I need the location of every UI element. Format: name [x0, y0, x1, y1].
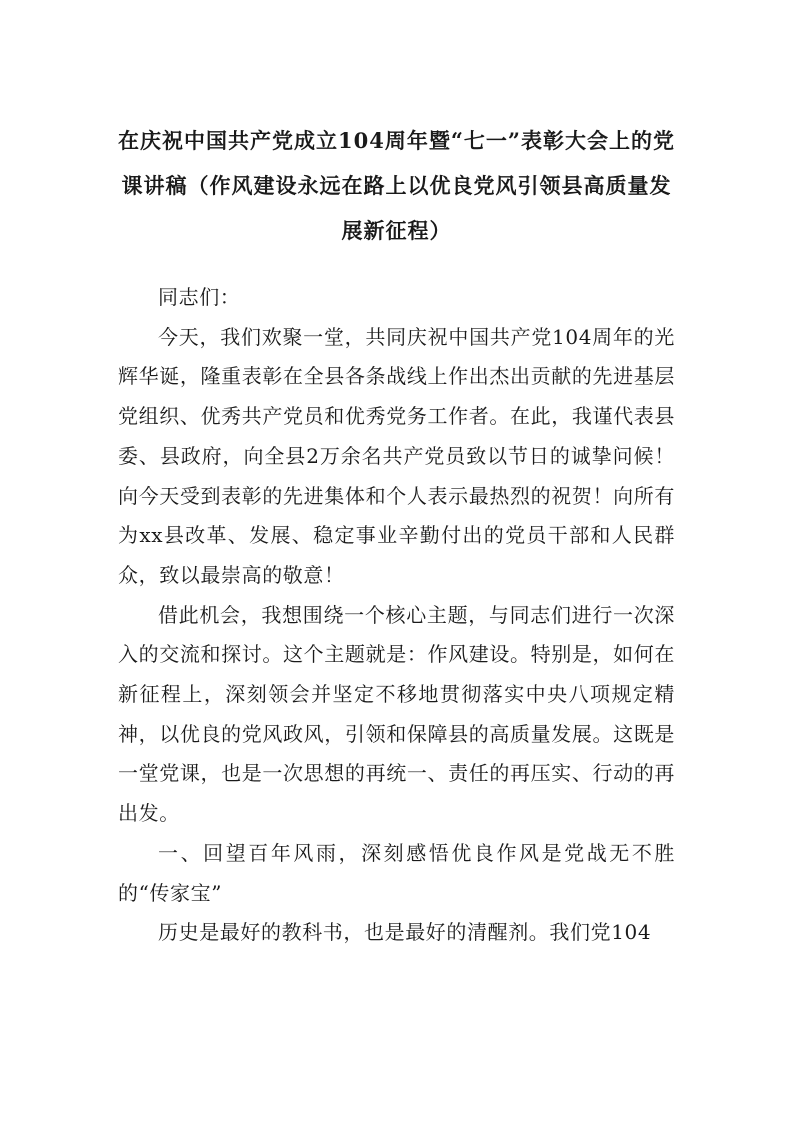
paragraph-history: 历史是最好的教科书，也是最好的清醒剂。我们党104	[158, 920, 652, 945]
document-body	[118, 278, 675, 953]
document-page	[118, 118, 675, 953]
section-heading-1: 一、回望百年风雨，深刻感悟优良作风是党战无不胜的“传家宝”	[118, 840, 675, 905]
paragraph-opening: 今天，我们欢聚一堂，共同庆祝中国共产党104周年的光辉华诞，隆重表彰在全县各条战线上作出杰出贡献的先进基层党组织、优秀共产党员和优秀党务工作者。在此，我谨代表县委、县政府，向全县2万余名共产党员致以节日的诚挚问候！向今天受到表彰的先进集体和个人表示最热烈的祝贺！向所有为xx县改革、发展、稳定事业辛勤付出的党员干部和人民群众，致以最崇高的敬意！	[118, 324, 675, 587]
paragraph-theme: 借此机会，我想围绕一个核心主题，与同志们进行一次深入的交流和探讨。这个主题就是：作风建设。特别是，如何在新征程上，深刻领会并坚定不移地贯彻落实中央八项规定精神，以优良的党风政风，引领和保障县的高质量发展。这既是一堂党课，也是一次思想的再统一、责任的再压实、行动的再出发。	[118, 602, 675, 826]
document-title: 在庆祝中国共产党成立104周年暨“七一”表彰大会上的党课讲稿（作风建设永远在路上以优良党风引领县高质量发展新征程）	[118, 128, 675, 243]
salutation: 同志们：	[158, 285, 241, 309]
